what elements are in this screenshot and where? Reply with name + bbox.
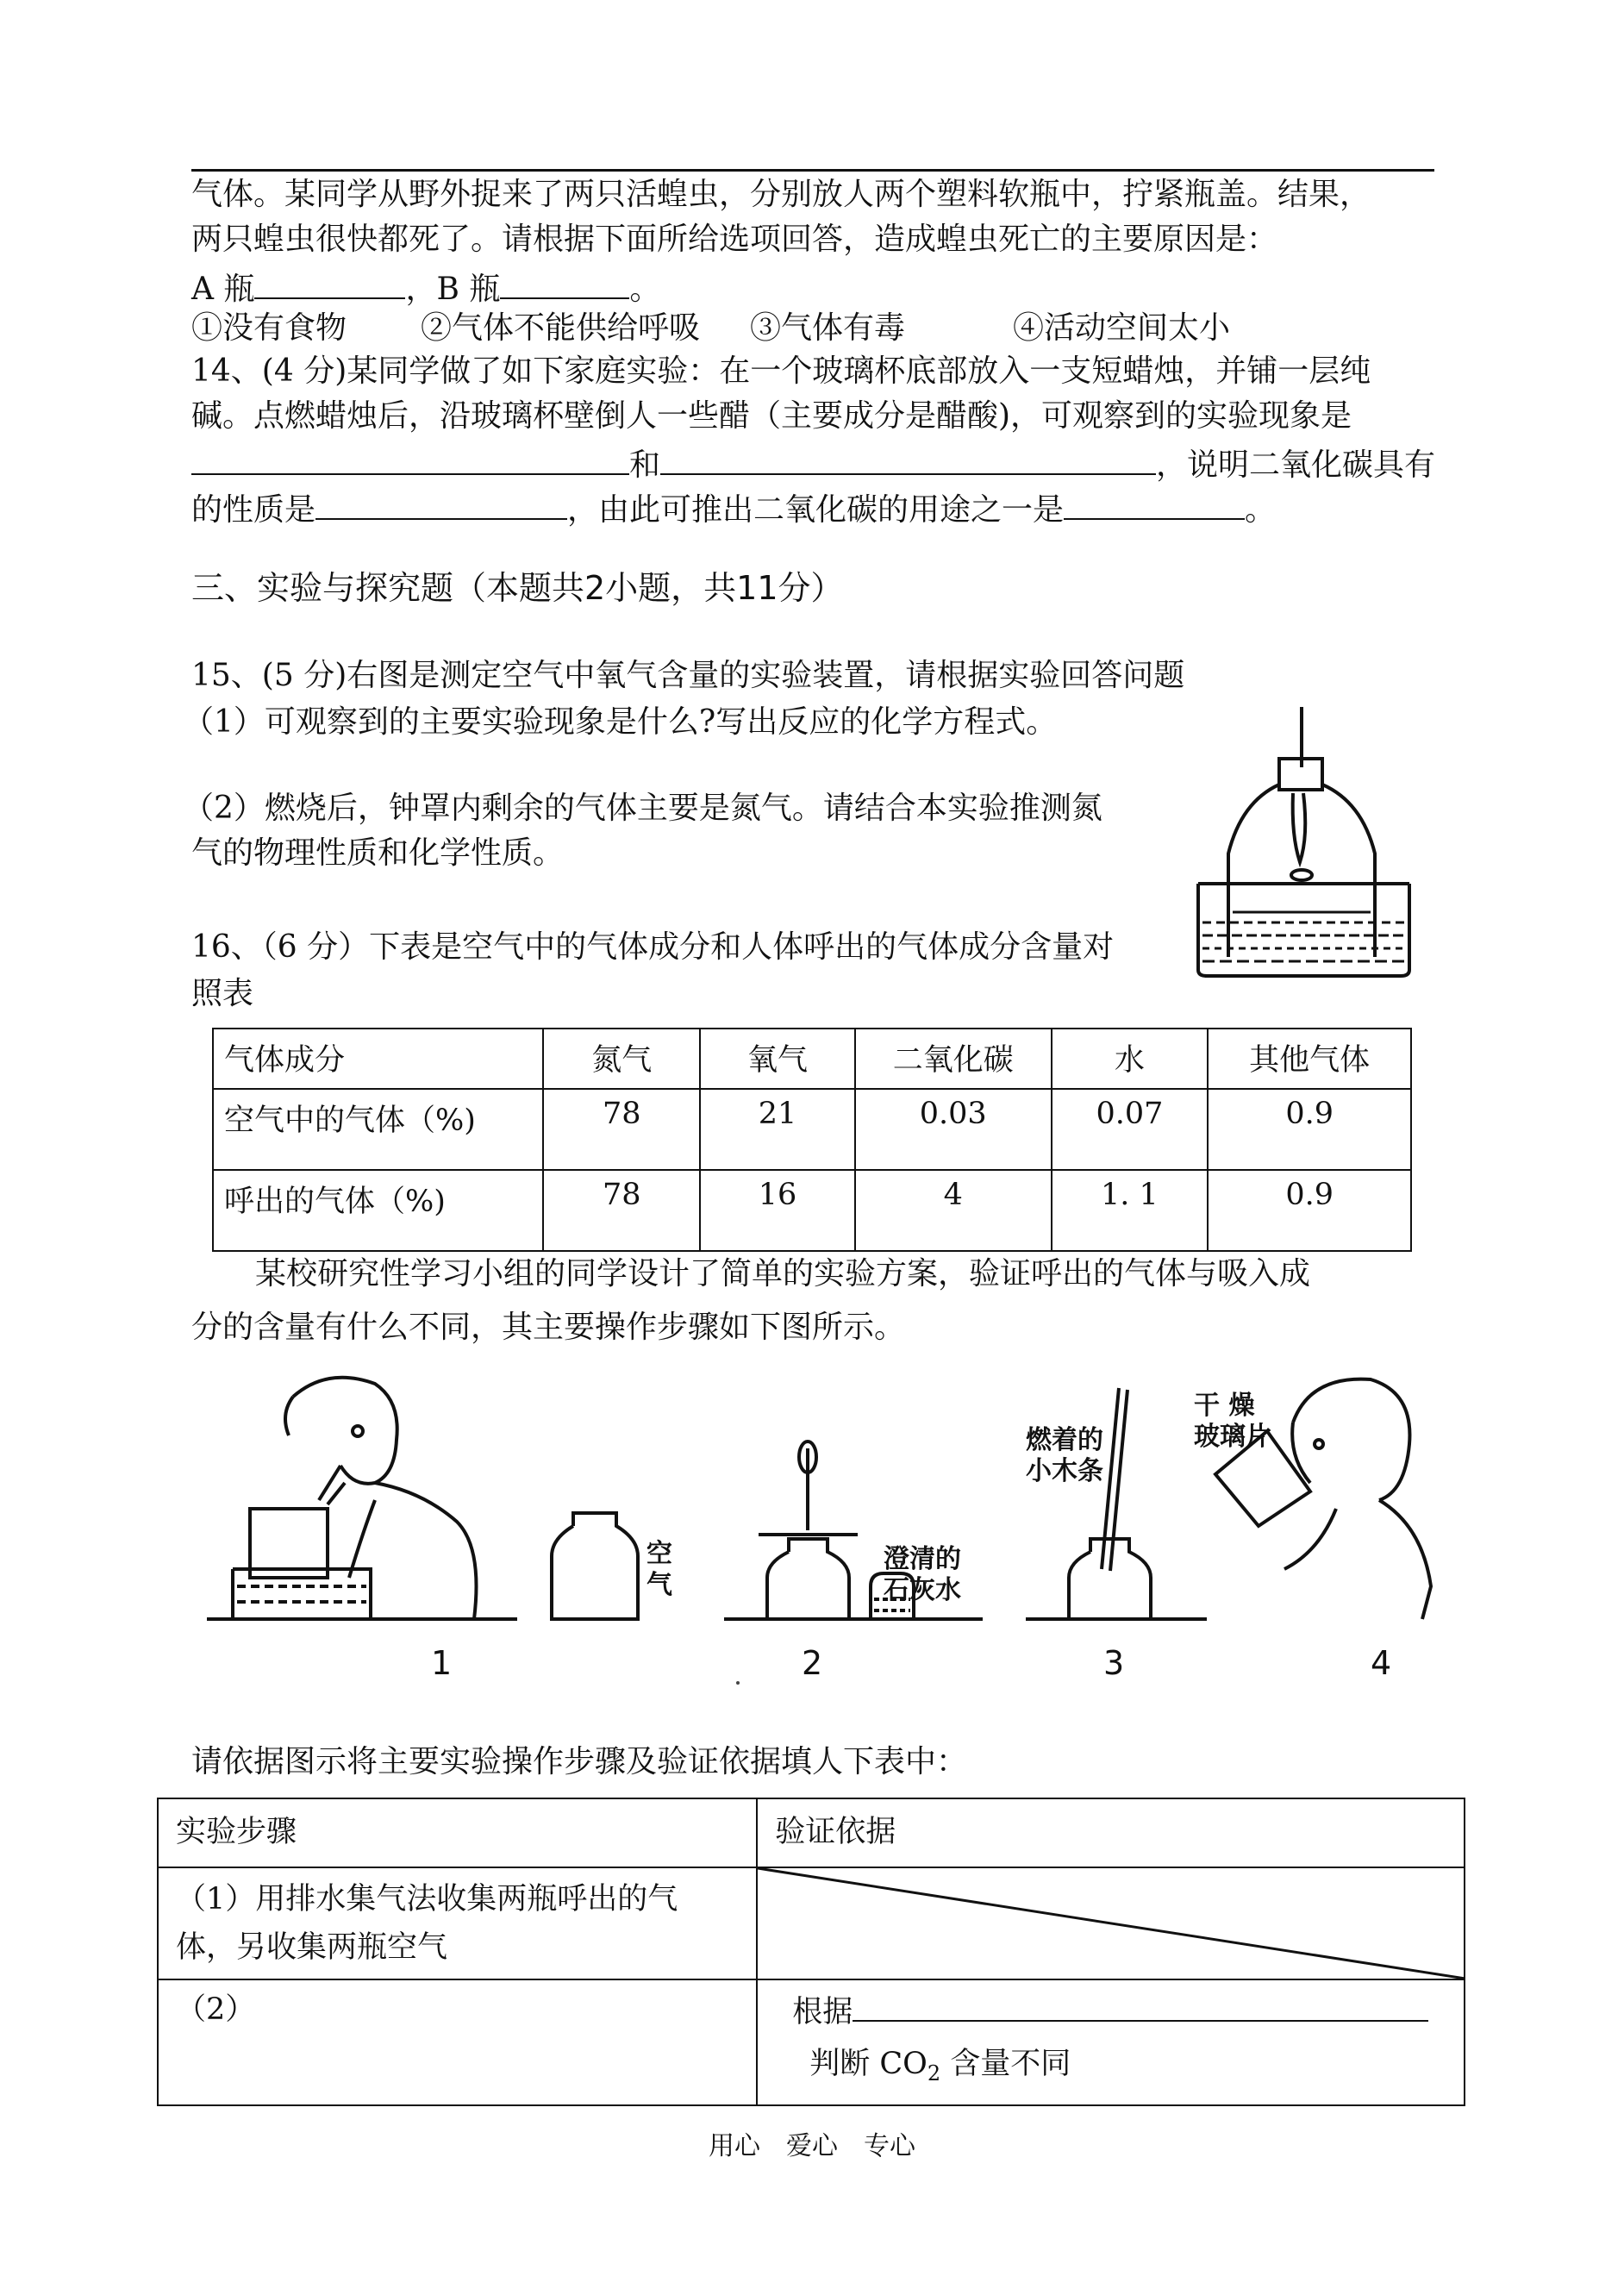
table-cell: 0.9	[1208, 1170, 1411, 1251]
diagonal-line	[758, 1868, 1465, 1979]
fill-prompt: 请依据图示将主要实验操作步骤及验证依据填人下表中：	[191, 1744, 968, 1779]
table-cell: 0.07	[1052, 1089, 1209, 1170]
header-cell: 验证依据	[757, 1798, 1465, 1867]
table-row	[158, 1979, 1465, 2105]
q14-blank-1[interactable]	[191, 439, 629, 475]
experiment-steps-table	[157, 1798, 1465, 2106]
q13-b-label: ，B 瓶	[405, 272, 501, 307]
glass-label-2: 玻璃片	[1194, 1422, 1271, 1452]
q15-sub2-line1: （2）燃烧后，钟罩内剩余的气体主要是氮气。请结合本实验推测氮	[183, 791, 1102, 826]
glass-label-1: 干 燥	[1194, 1391, 1255, 1421]
q13-option-1: ①没有食物	[191, 310, 347, 346]
row-label: 空气中的气体（%)	[213, 1089, 543, 1170]
table-row	[213, 1170, 1411, 1251]
section-3-title: 三、实验与探究题（本题共2小题，共11分）	[191, 569, 844, 607]
figure-label-4: 4	[1371, 1644, 1392, 1682]
table-cell: 16	[700, 1170, 855, 1251]
q16-line2: 照表	[191, 976, 254, 1011]
row-label: 呼出的气体（%)	[213, 1170, 543, 1251]
table-cell: 21	[700, 1089, 855, 1170]
table-row	[158, 1867, 1465, 1979]
q15-sub1: （1）可观察到的主要实验现象是什么?写出反应的化学方程式。	[183, 704, 1058, 740]
q13-b-blank[interactable]	[500, 263, 629, 299]
header-cell: 其他气体	[1208, 1029, 1411, 1089]
step-2-cell: （2）	[158, 1979, 757, 2105]
q16-para-line1: 某校研究性学习小组的同学设计了简单的实验方案，验证呼出的气体与吸入成	[255, 1256, 1311, 1291]
q16-line1: 16、（6 分）下表是空气中的气体成分和人体呼出的气体成分含量对	[191, 929, 1115, 965]
header-cell: 实验步骤	[158, 1798, 757, 1867]
q14-line4: 的性质是 ，由此可推出二氧化碳的用途之一是 。	[191, 484, 1276, 533]
table-row	[213, 1089, 1411, 1170]
page-footer: 用心 爱心 专心	[709, 2131, 915, 2161]
steps-header-row	[158, 1798, 1465, 1867]
q14-blank-2[interactable]	[660, 439, 1156, 475]
q13-line2: 两只蝗虫很快都死了。请根据下面所给选项回答，造成蝗虫死亡的主要原因是：	[191, 222, 1278, 257]
panel-1-drawing	[207, 1378, 517, 1619]
table-cell: 78	[543, 1170, 700, 1251]
limewater-label-1: 澄清的	[884, 1544, 961, 1574]
q13-option-2: ②气体不能供给呼吸	[421, 310, 701, 346]
q14-line1: 14、(4 分)某同学做了如下家庭实验：在一个玻璃杯底部放入一支短蜡烛，并铺一层纯	[191, 353, 1371, 389]
top-rule	[191, 169, 1434, 172]
panel-3-drawing	[1026, 1388, 1207, 1619]
figure-label-2: 2	[802, 1644, 823, 1682]
table-cell: 78	[543, 1089, 700, 1170]
air-label-1: 空	[646, 1539, 672, 1569]
table-cell: 0.9	[1208, 1089, 1411, 1170]
q13-option-3: ③气体有毒	[750, 310, 906, 346]
limewater-label-2: 石灰水	[884, 1575, 961, 1605]
q14-line2: 碱。点燃蜡烛后，沿玻璃杯壁倒人一些醋（主要成分是醋酸)，可观察到的实验现象是	[191, 398, 1352, 434]
q13-line1: 气体。某同学从野外捉来了两只活蝗虫，分别放人两个塑料软瓶中，拧紧瓶盖。结果，	[191, 177, 1371, 212]
figure-label-1: 1	[431, 1644, 453, 1682]
step-2-basis-blank[interactable]	[853, 1985, 1428, 2022]
air-label-2: 气	[646, 1570, 672, 1600]
step-1-basis-cell	[757, 1867, 1465, 1979]
air-jar-drawing	[552, 1513, 638, 1619]
experiment-steps-figure	[198, 1362, 1448, 1690]
header-cell: 氮气	[543, 1029, 700, 1089]
header-cell: 水	[1052, 1029, 1209, 1089]
q14-blank-3[interactable]	[315, 484, 567, 520]
header-cell: 二氧化碳	[855, 1029, 1052, 1089]
table-cell: 4	[855, 1170, 1052, 1251]
q16-para-line2: 分的含量有什么不同，其主要操作步骤如下图所示。	[191, 1310, 906, 1345]
step-2-basis-cell: 根据 判断 $CO_2$ 含量不同	[757, 1979, 1465, 2105]
step-1-cell: （1）用排水集气法收集两瓶呼出的气 体，另收集两瓶空气	[158, 1867, 757, 1979]
table-cell: 1. 1	[1052, 1170, 1209, 1251]
q13-a-blank[interactable]	[254, 263, 405, 299]
q15-line1: 15、(5 分)右图是测定空气中氧气含量的实验装置，请根据实验回答问题	[191, 658, 1185, 693]
header-cell: 气体成分	[213, 1029, 543, 1089]
stray-dot	[736, 1681, 740, 1685]
q15-sub2-line2: 气的物理性质和化学性质。	[191, 835, 565, 871]
q13-option-4: ④活动空间太小	[1013, 310, 1231, 346]
q13-a-label: A 瓶	[191, 272, 255, 307]
q14-line3: 和 ，说明二氧化碳具有	[191, 439, 1435, 488]
q14-blank-4[interactable]	[1064, 484, 1245, 520]
gas-composition-table	[212, 1028, 1412, 1252]
table-cell: 0.03	[855, 1089, 1052, 1170]
gas-table-header-row	[213, 1029, 1411, 1089]
bell-jar-apparatus	[1190, 707, 1422, 983]
q13-answer-line: A 瓶 ，B 瓶 。	[191, 263, 660, 312]
stick-label-1: 燃着的	[1026, 1425, 1103, 1455]
figure-label-3: 3	[1103, 1644, 1125, 1682]
header-cell: 氧气	[700, 1029, 855, 1089]
stick-label-2: 小木条	[1026, 1456, 1103, 1486]
